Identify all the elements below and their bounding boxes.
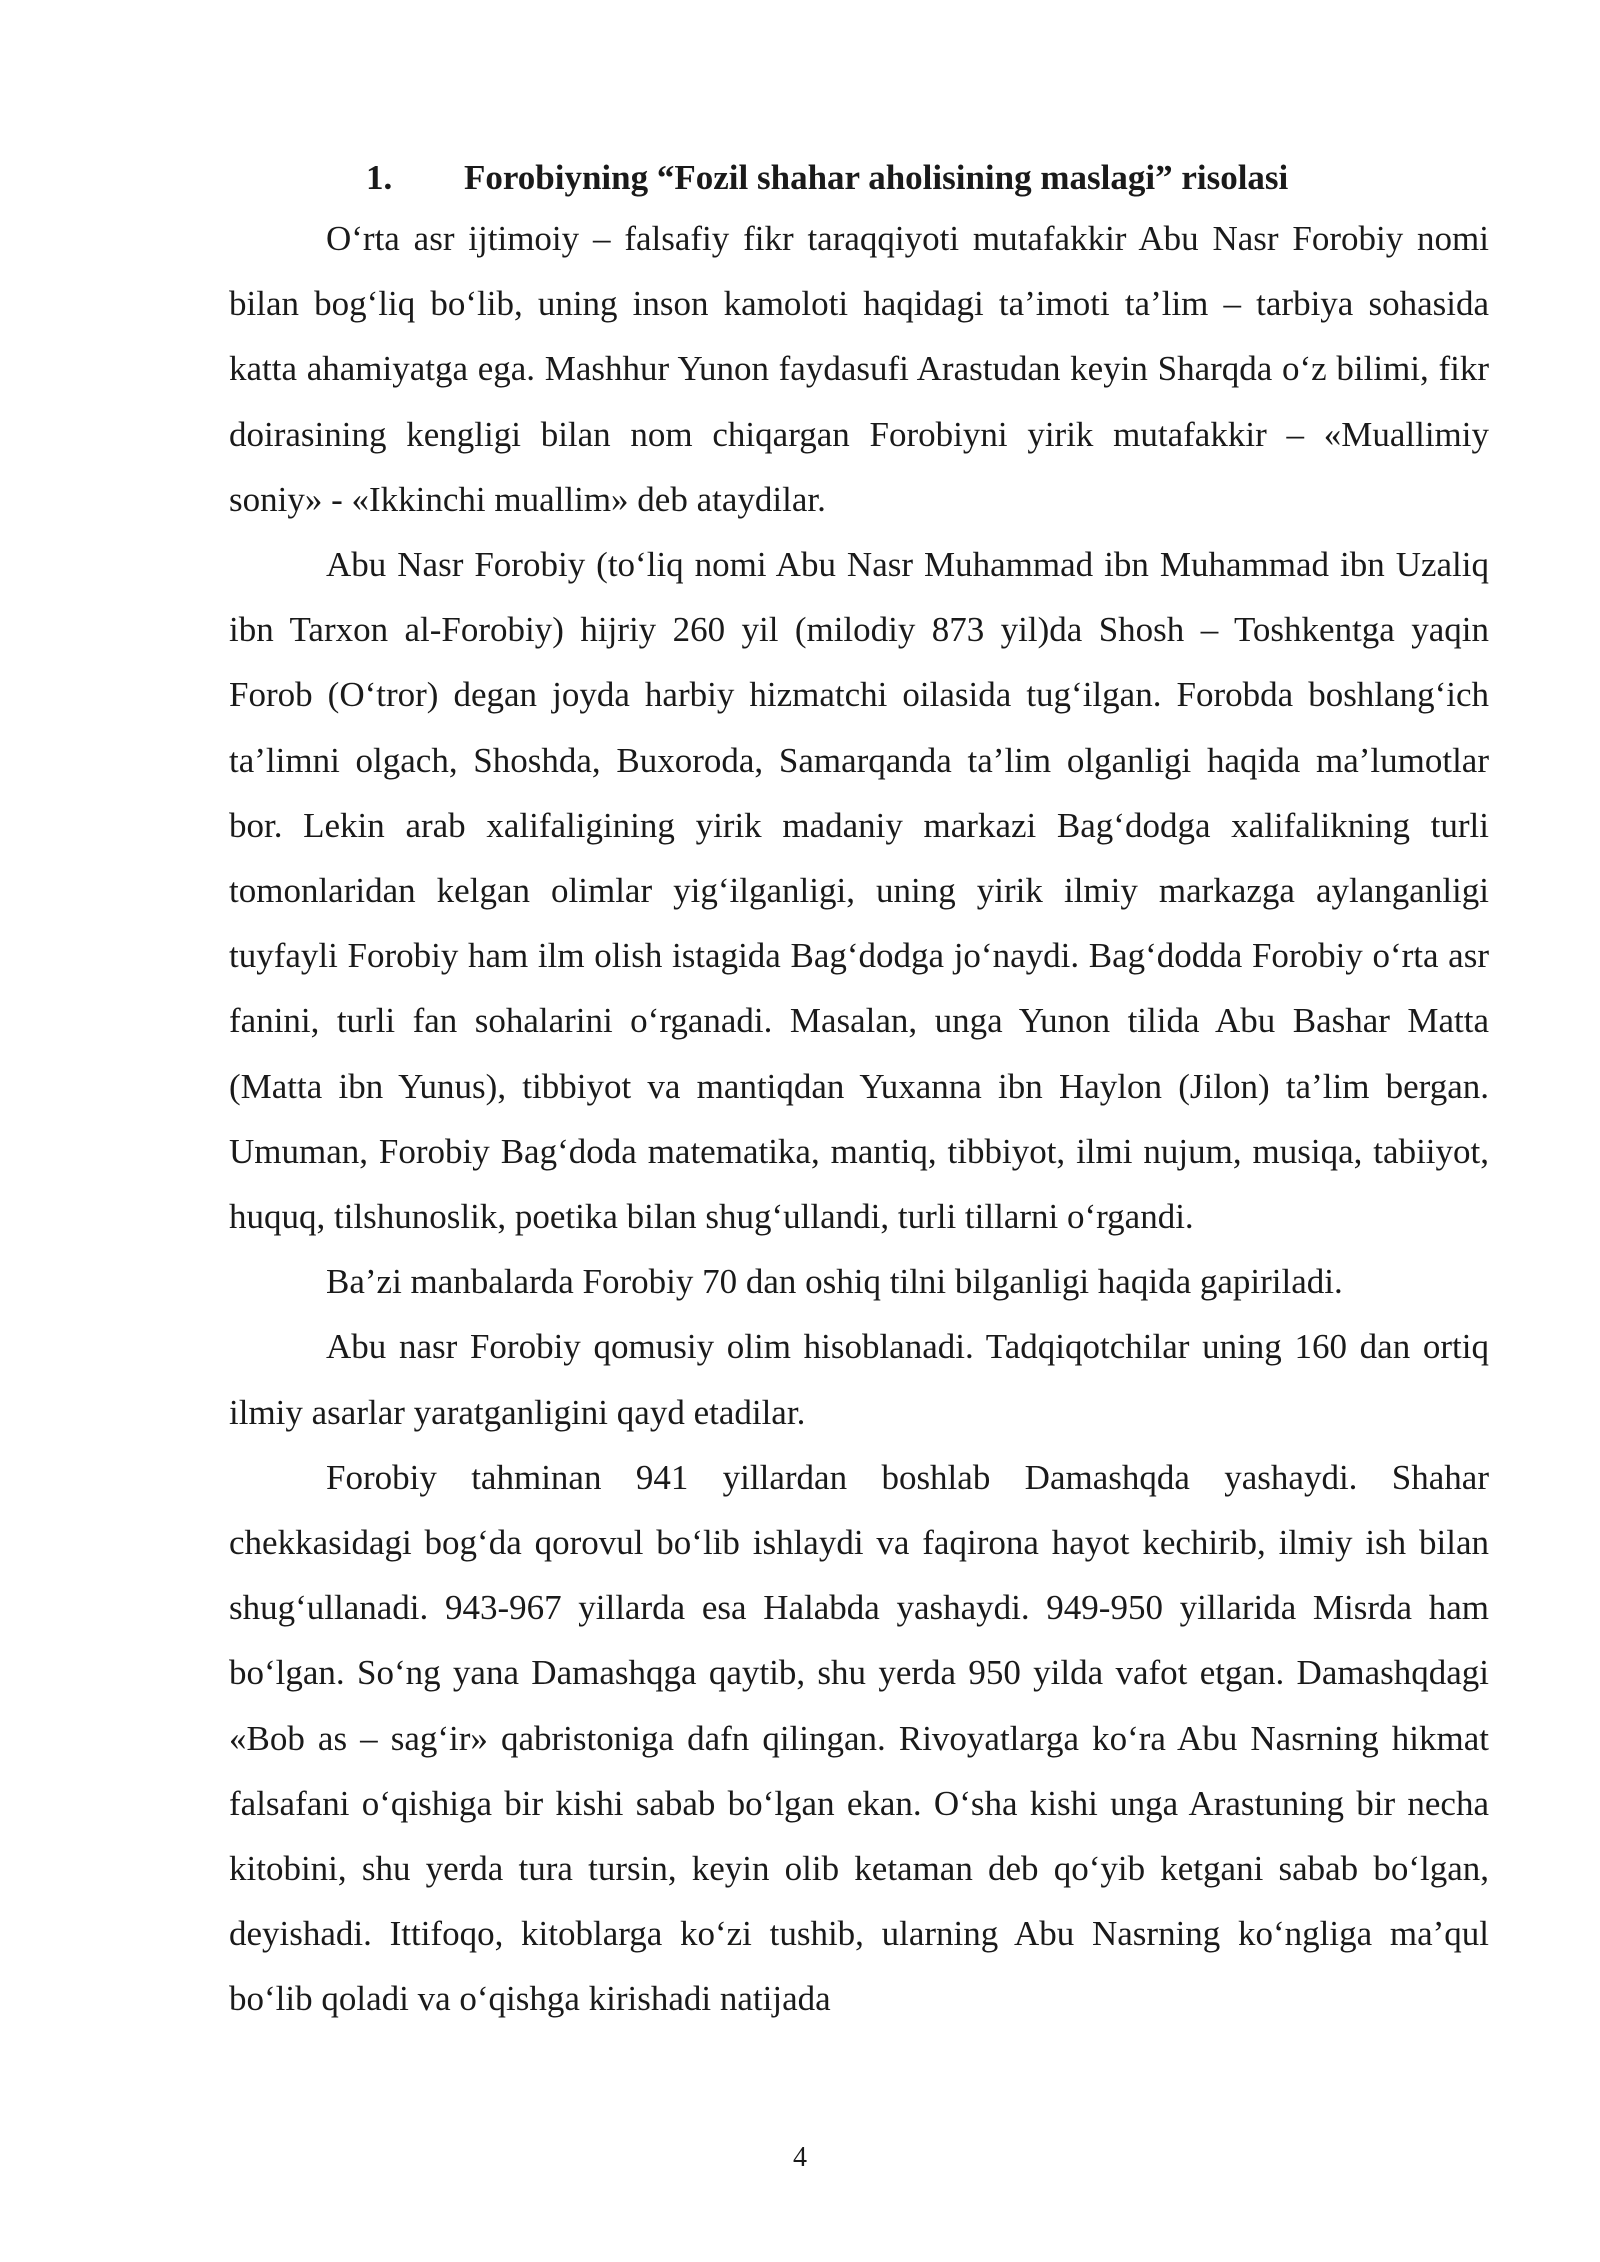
- page-body: [229, 150, 1489, 2032]
- paragraph-2: Abu Nasr Forobiy (to‘liq nomi Abu Nasr Muhammad ibn Muhammad ibn Uzaliq ibn Tarxon al-Forobiy) hijriy 260 yil (milodiy 873 yil)da Shosh – Toshkentga yaqin Forob (O‘tror) degan joyda harbiy hizmatchi oilasida tug‘ilgan. Forobda boshlang‘ich ta’limni olgach, Shoshda, Buxoroda, Samarqanda ta’lim olganligi haqida ma’lumotlar bor. Lekin arab xalifaligining yirik madaniy markazi Bag‘dodga xalifalikning turli tomonlaridan kelgan olimlar yig‘ilganligi, uning yirik ilmiy markazga aylanganligi tuyfayli Forobiy ham ilm olish istagida Bag‘dodga jo‘naydi. Bag‘dodda Forobiy o‘rta asr fanini, turli fan sohalarini o‘rganadi. Masalan, unga Yunon tilida Abu Bashar Matta (Matta ibn Yunus), tibbiyot va mantiqdan Yuxanna ibn Haylon (Jilon) ta’lim bergan. Umuman, Forobiy Bag‘doda matematika, mantiq, tibbiyot, ilmi nujum, musiqa, tabiiyot, huquq, tilshunoslik, poetika bilan shug‘ullandi, turli tillarni o‘rgandi.: [229, 545, 1489, 1237]
- section-number: 1.: [366, 158, 393, 197]
- paragraph-3: Ba’zi manbalarda Forobiy 70 dan oshiq tilni bilganligi haqida gapiriladi.: [326, 1262, 1343, 1302]
- section-heading: [229, 150, 1489, 206]
- paragraph-4: Abu nasr Forobiy qomusiy olim hisoblanadi. Tadqiqotchilar uning 160 dan ortiq ilmiy asarlar yaratganligini qayd etadilar.: [229, 1327, 1489, 1432]
- paragraph-5: Forobiy tahminan 941 yillardan boshlab Damashqda yashaydi. Shahar chekkasidagi bog‘da qorovul bo‘lib ishlaydi va faqirona hayot kechirib, ilmiy ish bilan shug‘ullanadi. 943-967 yillarda esa Halabda yashaydi. 949-950 yillarida Misrda ham bo‘lgan. So‘ng yana Damashqga qaytib, shu yerda 950 yilda vafot etgan. Damashqdagi «Bob as – sag‘ir» qabristoniga dafn qilingan. Rivoyatlarga ko‘ra Abu Nasrning hikmat falsafani o‘qishiga bir kishi sabab bo‘lgan ekan. O‘sha kishi unga Arastuning bir necha kitobini, shu yerda tura tursin, keyin olib ketaman deb qo‘yib ketgani sabab bo‘lgan, deyishadi. Ittifoqo, kitoblarga ko‘zi tushib, ularning Abu Nasrning ko‘ngliga ma’qul bo‘lib qoladi va o‘qishga kirishadi natijada: [229, 1457, 1489, 2019]
- paragraph-1: O‘rta asr ijtimoiy – falsafiy fikr taraqqiyoti mutafakkir Abu Nasr Forobiy nomi bilan bog‘liq bo‘lib, uning inson kamoloti haqidagi ta’imoti ta’lim – tarbiya sohasida katta ahamiyatga ega. Mashhur Yunon faydasufi Arastudan keyin Sharqda o‘z bilimi, fikr doirasining kengligi bilan nom chiqargan Forobiyni yirik mutafakkir – «Muallimiy soniy» - «Ikkinchi muallim» deb ataydilar.: [229, 219, 1489, 519]
- section-title: Forobiyning “Fozil shahar aholisining maslagi” risolasi: [464, 158, 1289, 197]
- page-number: 4: [793, 2142, 807, 2173]
